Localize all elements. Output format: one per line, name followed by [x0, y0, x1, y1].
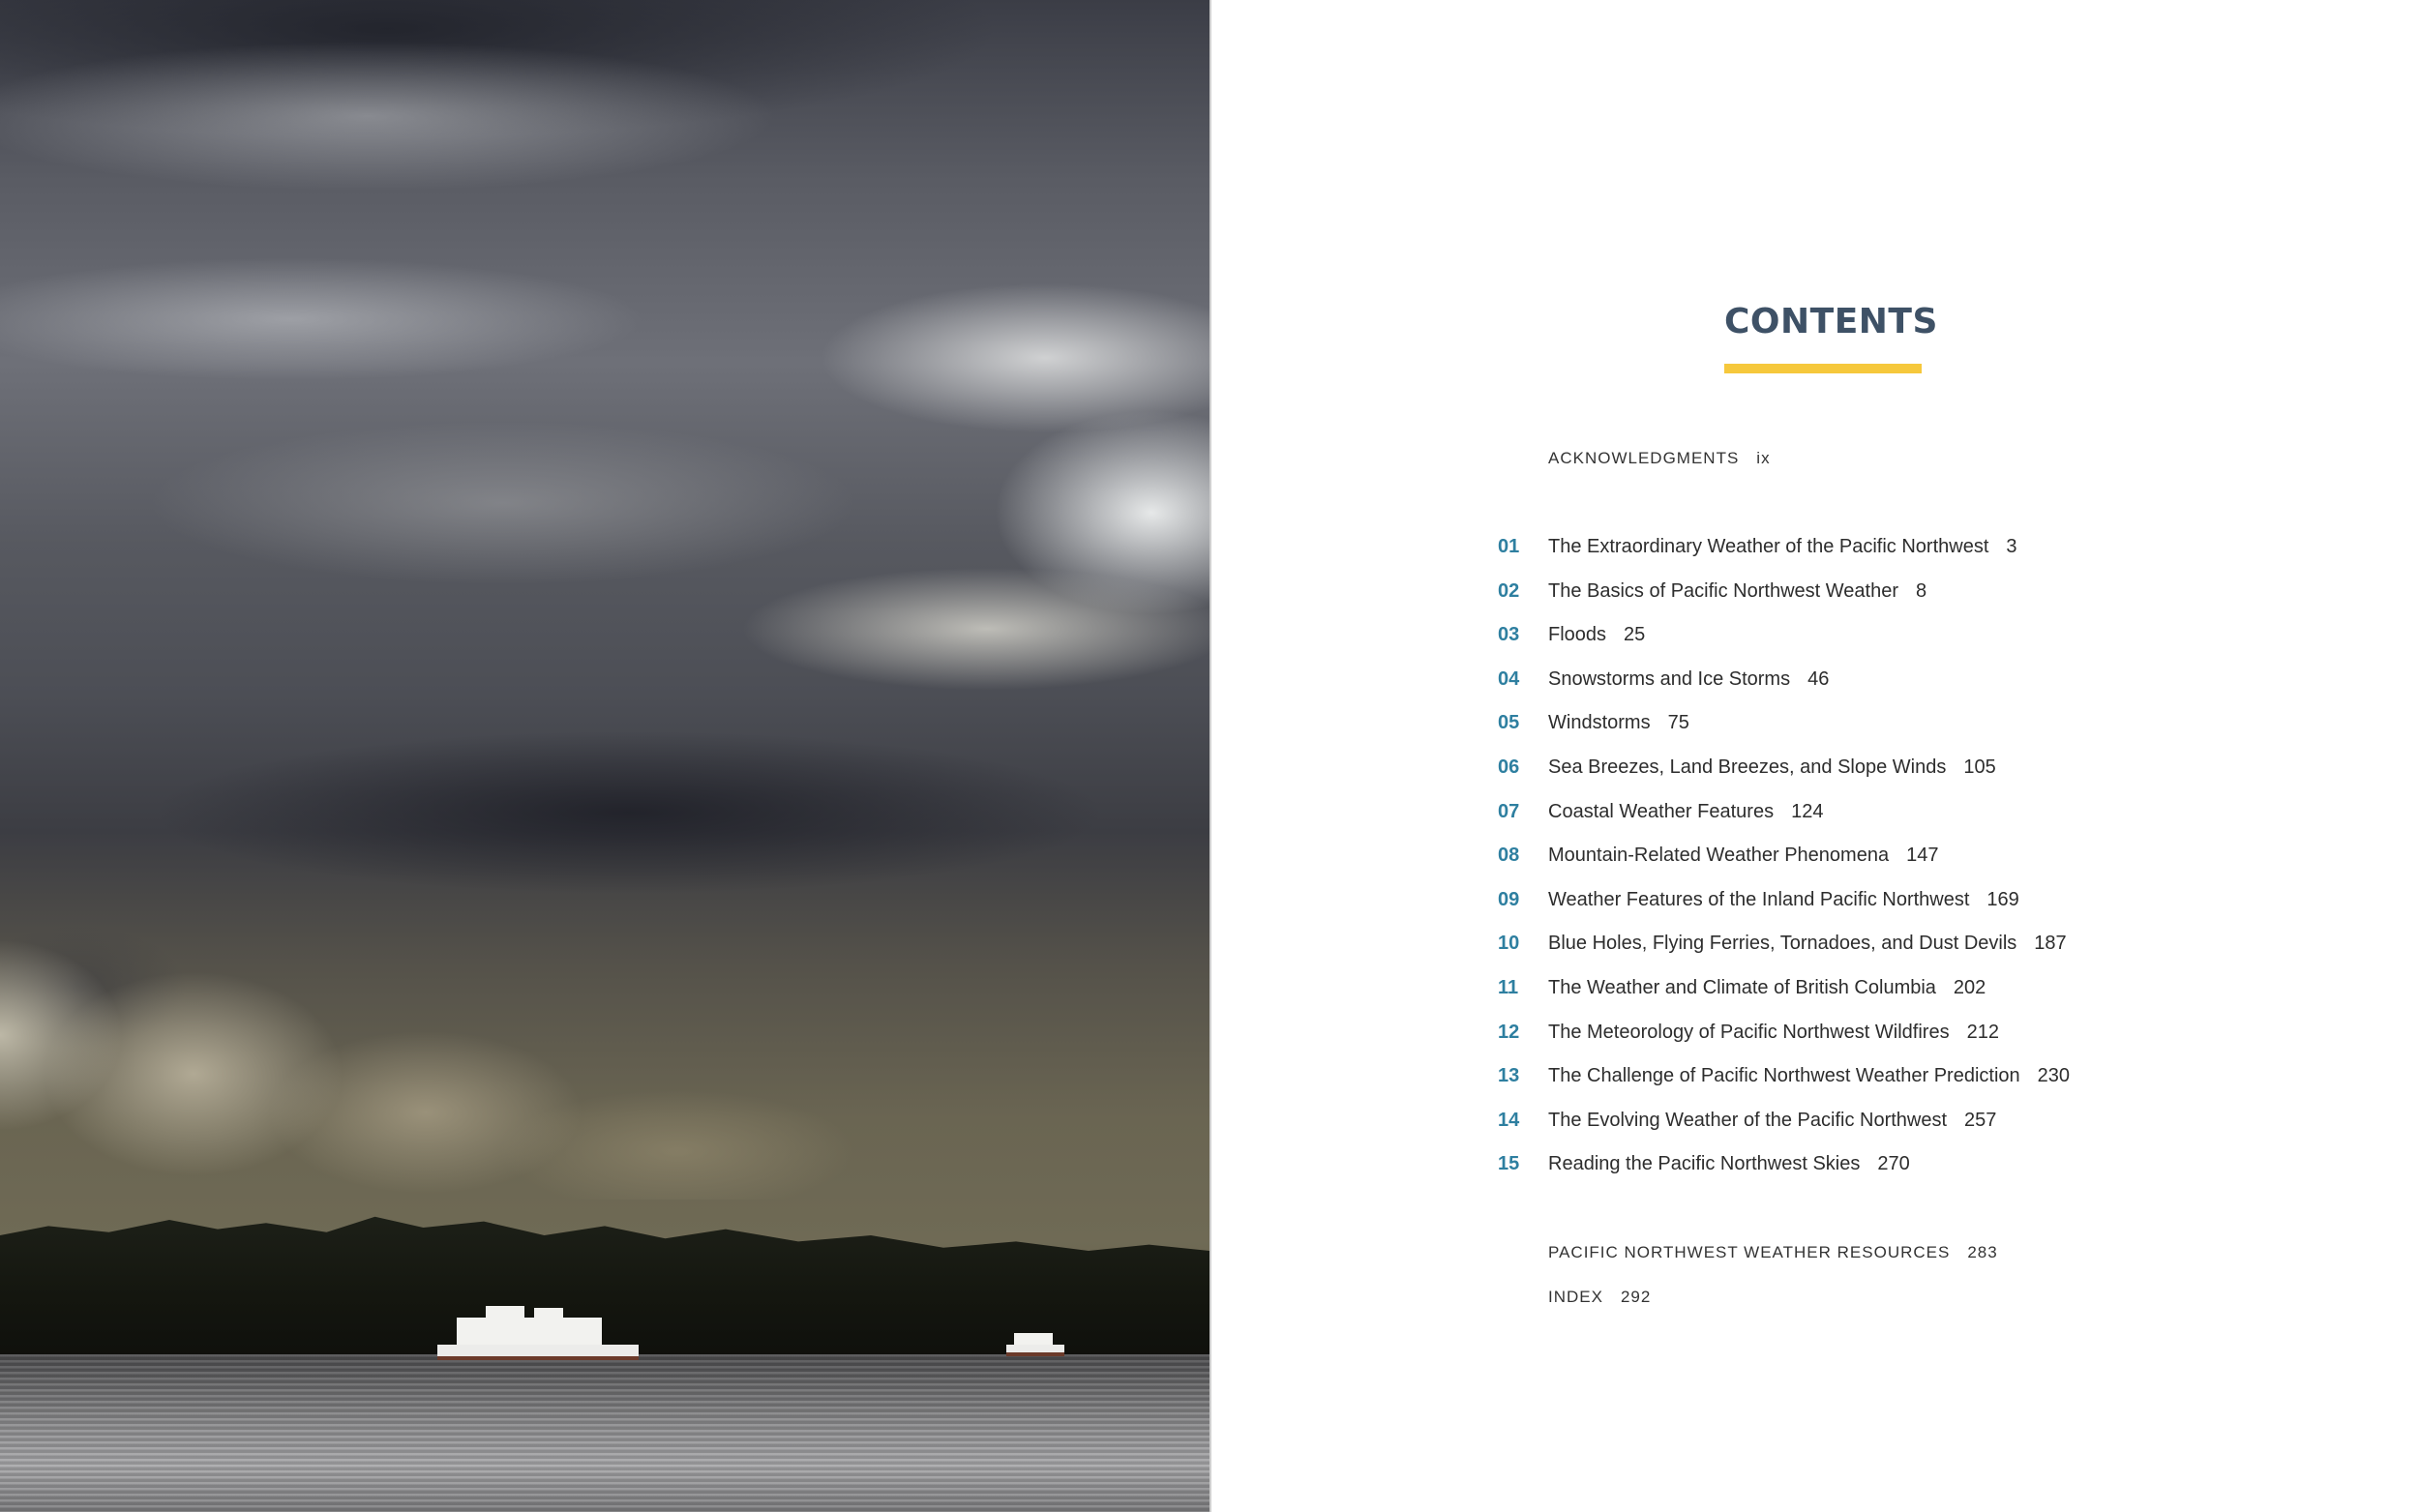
chapter-entry-page-number: 202 [1953, 977, 1986, 998]
chapter-entry-page-number: 187 [2034, 933, 2067, 954]
chapter-entry [1548, 1065, 2070, 1087]
chapter-entry-page-number: 212 [1966, 1022, 1999, 1043]
chapter-entry-title: Blue Holes, Flying Ferries, Tornadoes, and Dust Devils [1548, 933, 2017, 954]
chapter-entry [1548, 1022, 1999, 1044]
ferry-boat-small [1006, 1329, 1064, 1356]
chapter-entry-title: Sea Breezes, Land Breezes, and Slope Winds [1548, 756, 1947, 778]
back-matter-entry [1548, 1288, 1651, 1307]
back-matter-entry-title: INDEX [1548, 1288, 1603, 1306]
chapter-entry-title: The Meteorology of Pacific Northwest Wildfires [1548, 1022, 1950, 1043]
chapter-entry-page-number: 105 [1963, 756, 1996, 778]
chapter-entry-title: Snowstorms and Ice Storms [1548, 668, 1791, 690]
chapter-entry-title: Reading the Pacific Northwest Skies [1548, 1153, 1861, 1174]
chapter-entry-title: The Basics of Pacific Northwest Weather [1548, 580, 1898, 602]
chapter-entry [1548, 933, 2067, 955]
chapter-number: 03 [1498, 624, 1520, 645]
chapter-entry-page-number: 230 [2037, 1065, 2071, 1086]
chapter-number: 12 [1498, 1022, 1520, 1043]
chapter-entry-title: The Challenge of Pacific Northwest Weather Prediction [1548, 1065, 2020, 1086]
chapter-entry-title: The Evolving Weather of the Pacific Northwest [1548, 1110, 1948, 1131]
chapter-entry [1548, 712, 1689, 734]
chapter-entry-page-number: 124 [1791, 801, 1824, 822]
chapter-entry [1548, 624, 1645, 646]
chapter-number: 04 [1498, 668, 1520, 690]
chapter-number: 14 [1498, 1110, 1520, 1131]
chapter-entry-page-number: 75 [1667, 712, 1689, 733]
front-matter-entry-title: ACKNOWLEDGMENTS [1548, 449, 1740, 467]
chapter-entry [1548, 756, 1996, 779]
back-matter-entry [1548, 1243, 1998, 1262]
chapter-entry-title: Coastal Weather Features [1548, 801, 1775, 822]
contents-page [1210, 0, 2419, 1512]
chapter-entry-title: The Weather and Climate of British Columbia [1548, 977, 1936, 998]
chapter-entry [1548, 801, 1823, 823]
chapter-entry [1548, 1110, 1996, 1132]
chapter-entry [1548, 977, 1986, 999]
chapter-entry [1548, 845, 1938, 867]
chapter-entry-title: Mountain-Related Weather Phenomena [1548, 845, 1890, 866]
chapter-number: 05 [1498, 712, 1520, 733]
chapter-entry-page-number: 25 [1624, 624, 1646, 645]
back-matter-entry-page-number: 283 [1967, 1243, 1998, 1261]
chapter-entry [1548, 889, 2019, 911]
chapter-number: 06 [1498, 756, 1520, 778]
chapter-entry-page-number: 3 [2006, 536, 2017, 557]
title-underline [1724, 364, 1922, 373]
chapter-entry [1548, 1153, 1910, 1175]
chapter-entry [1548, 580, 1926, 603]
chapter-entry-title: Weather Features of the Inland Pacific Northwest [1548, 889, 1970, 910]
chapter-entry-page-number: 46 [1807, 668, 1830, 690]
chapter-number: 10 [1498, 933, 1520, 954]
chapter-number: 09 [1498, 889, 1520, 910]
chapter-number: 15 [1498, 1153, 1520, 1174]
chapter-entry-page-number: 257 [1964, 1110, 1997, 1131]
lower-cloud-bank [0, 871, 968, 1200]
chapter-number: 07 [1498, 801, 1520, 822]
contents-title: CONTENTS [1724, 302, 1938, 341]
chapter-entry-title: The Extraordinary Weather of the Pacific Northwest [1548, 536, 1989, 557]
chapter-entry-page-number: 169 [1986, 889, 2019, 910]
back-matter-entry-title: PACIFIC NORTHWEST WEATHER RESOURCES [1548, 1243, 1951, 1261]
chapter-number: 01 [1498, 536, 1520, 557]
front-matter-entry [1548, 449, 1771, 468]
chapter-entry [1548, 536, 2017, 558]
chapter-entry-page-number: 147 [1906, 845, 1939, 866]
back-matter-entry-page-number: 292 [1620, 1288, 1652, 1306]
chapter-number: 11 [1498, 977, 1519, 998]
chapter-number: 08 [1498, 845, 1520, 866]
ferry-boat-large [437, 1304, 639, 1360]
chapter-number: 02 [1498, 580, 1520, 602]
water-surface [0, 1354, 1210, 1512]
chapter-entry-page-number: 8 [1916, 580, 1927, 602]
chapter-entry-page-number: 270 [1877, 1153, 1910, 1174]
chapter-entry [1548, 668, 1829, 691]
front-matter-entry-page-number: ix [1756, 449, 1771, 467]
chapter-entry-title: Floods [1548, 624, 1607, 645]
chapter-number: 13 [1498, 1065, 1520, 1086]
chapter-entry-title: Windstorms [1548, 712, 1651, 733]
